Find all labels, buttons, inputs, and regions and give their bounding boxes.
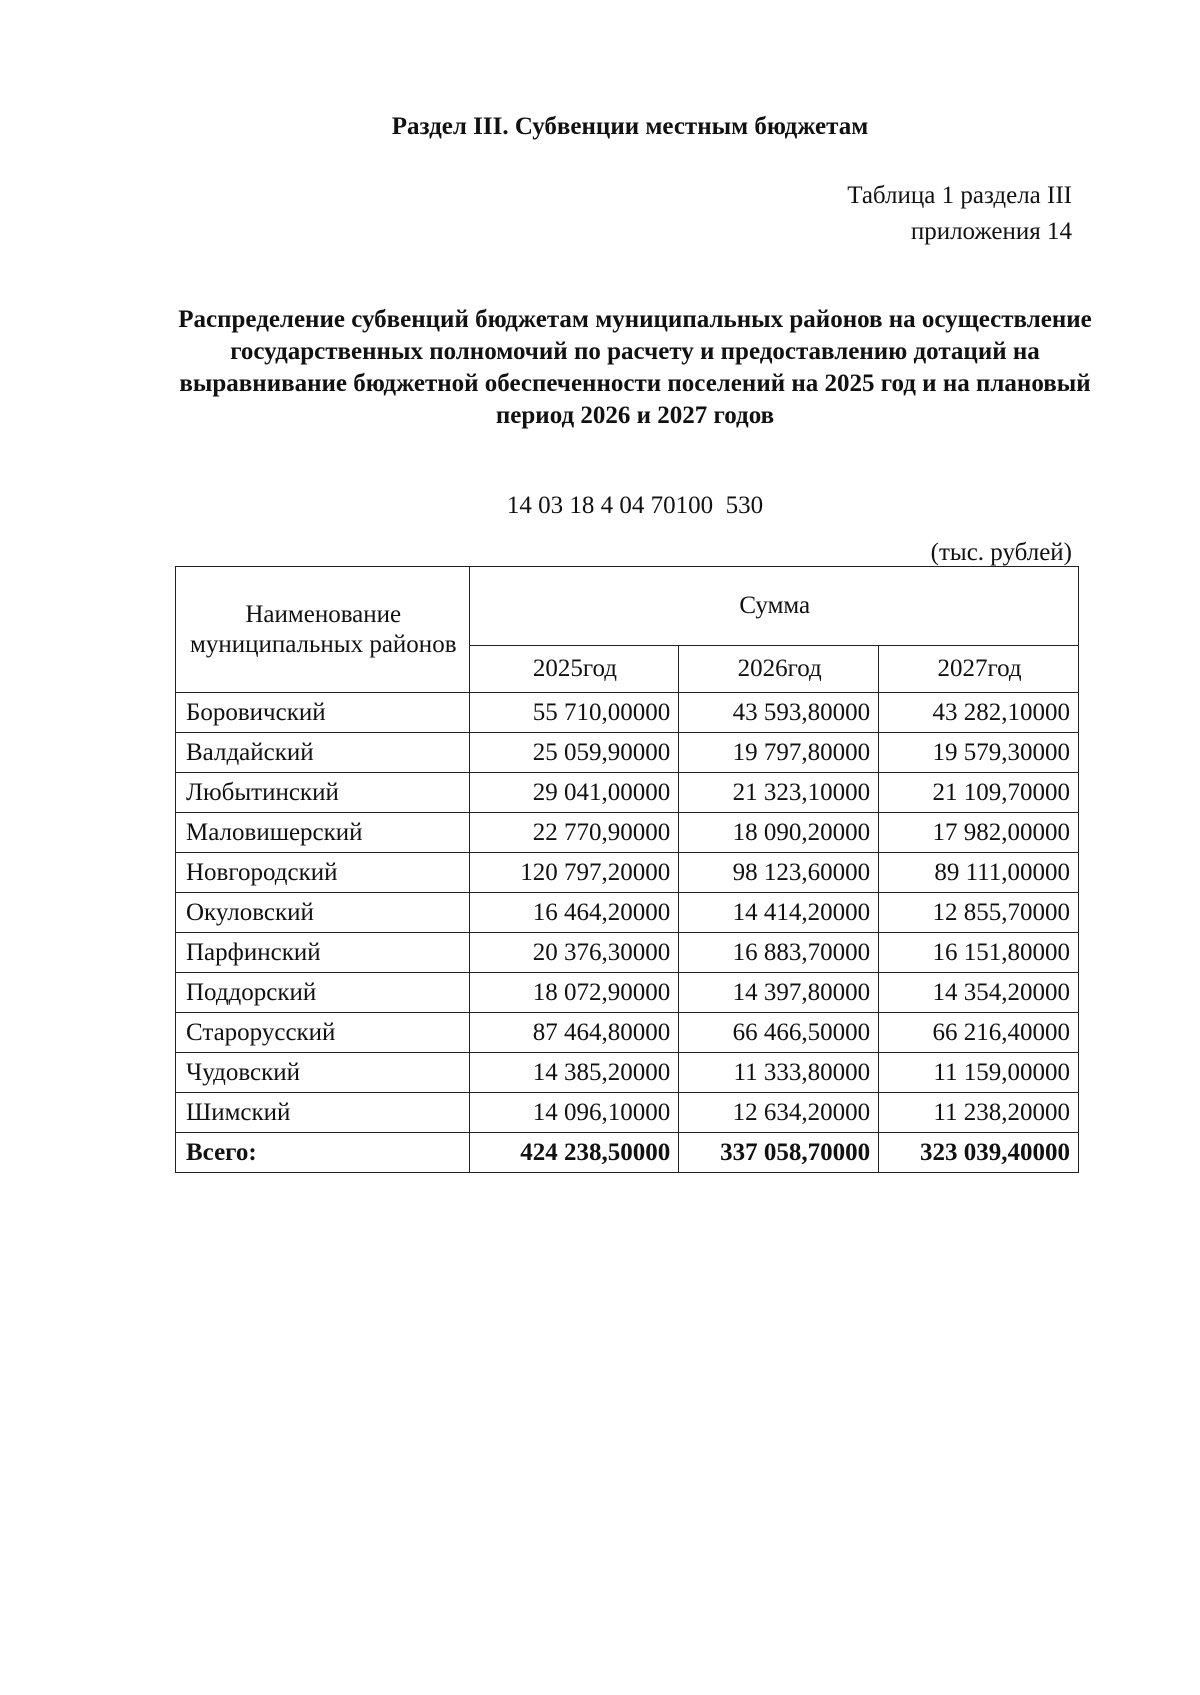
table-row xyxy=(176,1053,1079,1093)
district-name-cell: Маловишерский xyxy=(176,813,470,853)
header-year-2026: 2026год xyxy=(679,646,879,693)
value-2027-cell: 19 579,30000 xyxy=(879,733,1079,773)
district-name-cell: Всего: xyxy=(176,1133,470,1173)
header-year-2025: 2025год xyxy=(469,646,679,693)
value-2026-cell: 14 397,80000 xyxy=(679,973,879,1013)
value-2027-cell: 16 151,80000 xyxy=(879,933,1079,973)
district-name-cell: Окуловский xyxy=(176,893,470,933)
table-row xyxy=(176,733,1079,773)
value-2026-cell: 66 466,50000 xyxy=(679,1013,879,1053)
value-2027-cell: 17 982,00000 xyxy=(879,813,1079,853)
district-name-cell: Чудовский xyxy=(176,1053,470,1093)
value-2027-cell: 21 109,70000 xyxy=(879,773,1079,813)
value-2026-cell: 337 058,70000 xyxy=(679,1133,879,1173)
header-year-2027: 2027год xyxy=(879,646,1079,693)
district-name-cell: Поддорский xyxy=(176,973,470,1013)
value-2025-cell: 18 072,90000 xyxy=(469,973,679,1013)
value-2027-cell: 43 282,10000 xyxy=(879,693,1079,733)
value-2025-cell: 22 770,90000 xyxy=(469,813,679,853)
header-sum: Сумма xyxy=(469,567,1079,646)
value-2025-cell: 16 464,20000 xyxy=(469,893,679,933)
table-body xyxy=(176,693,1079,1173)
value-2026-cell: 14 414,20000 xyxy=(679,893,879,933)
value-2026-cell: 98 123,60000 xyxy=(679,853,879,893)
value-2027-cell: 12 855,70000 xyxy=(879,893,1079,933)
value-2027-cell: 66 216,40000 xyxy=(879,1013,1079,1053)
value-2026-cell: 11 333,80000 xyxy=(679,1053,879,1093)
value-2025-cell: 120 797,20000 xyxy=(469,853,679,893)
table-row xyxy=(176,693,1079,733)
budget-classification-code: 14 03 18 4 04 70100 530 xyxy=(506,492,764,519)
table-row xyxy=(176,973,1079,1013)
value-2025-cell: 25 059,90000 xyxy=(469,733,679,773)
district-name-cell: Новгородский xyxy=(176,853,470,893)
value-2027-cell: 323 039,40000 xyxy=(879,1133,1079,1173)
value-2025-cell: 29 041,00000 xyxy=(469,773,679,813)
table-reference-line-2: приложения 14 xyxy=(910,218,1072,245)
table-row xyxy=(176,813,1079,853)
value-2026-cell: 18 090,20000 xyxy=(679,813,879,853)
value-2027-cell: 11 238,20000 xyxy=(879,1093,1079,1133)
table-row xyxy=(176,893,1079,933)
value-2025-cell: 14 096,10000 xyxy=(469,1093,679,1133)
district-name-cell: Любытинский xyxy=(176,773,470,813)
table-row xyxy=(176,1013,1079,1053)
value-2026-cell: 21 323,10000 xyxy=(679,773,879,813)
table-row xyxy=(176,1093,1079,1133)
district-name-cell: Шимский xyxy=(176,1093,470,1133)
value-2026-cell: 19 797,80000 xyxy=(679,733,879,773)
value-2027-cell: 11 159,00000 xyxy=(879,1053,1079,1093)
district-name-cell: Валдайский xyxy=(176,733,470,773)
table-row xyxy=(176,933,1079,973)
district-name-cell: Боровичский xyxy=(176,693,470,733)
section-title: Раздел III. Субвенции местным бюджетам xyxy=(391,113,869,140)
value-2025-cell: 55 710,00000 xyxy=(469,693,679,733)
value-2025-cell: 14 385,20000 xyxy=(469,1053,679,1093)
value-2025-cell: 424 238,50000 xyxy=(469,1133,679,1173)
table-reference xyxy=(847,178,1072,250)
subvention-table xyxy=(175,566,1079,1173)
value-2027-cell: 89 111,00000 xyxy=(879,853,1079,893)
district-name-cell: Парфинский xyxy=(176,933,470,973)
table-total-row xyxy=(176,1133,1079,1173)
value-2025-cell: 87 464,80000 xyxy=(469,1013,679,1053)
table-reference-line-1: Таблица 1 раздела III xyxy=(847,182,1072,209)
value-2026-cell: 43 593,80000 xyxy=(679,693,879,733)
table-row xyxy=(176,773,1079,813)
value-2027-cell: 14 354,20000 xyxy=(879,973,1079,1013)
header-district-name: Наименование муниципальных районов xyxy=(176,567,470,693)
document-title: Распределение субвенций бюджетам муниципальных районов на осуществление государственных полномочий по расчету и предоставлению дотаций на выравнивание бюджетной обеспеченности поселений на 2025 год и на плановый период 2026 и 2027 годов xyxy=(178,306,1092,429)
value-2025-cell: 20 376,30000 xyxy=(469,933,679,973)
district-name-cell: Старорусский xyxy=(176,1013,470,1053)
value-2026-cell: 12 634,20000 xyxy=(679,1093,879,1133)
value-2026-cell: 16 883,70000 xyxy=(679,933,879,973)
units-label: (тыс. рублей) xyxy=(930,539,1072,566)
table-row xyxy=(176,853,1079,893)
